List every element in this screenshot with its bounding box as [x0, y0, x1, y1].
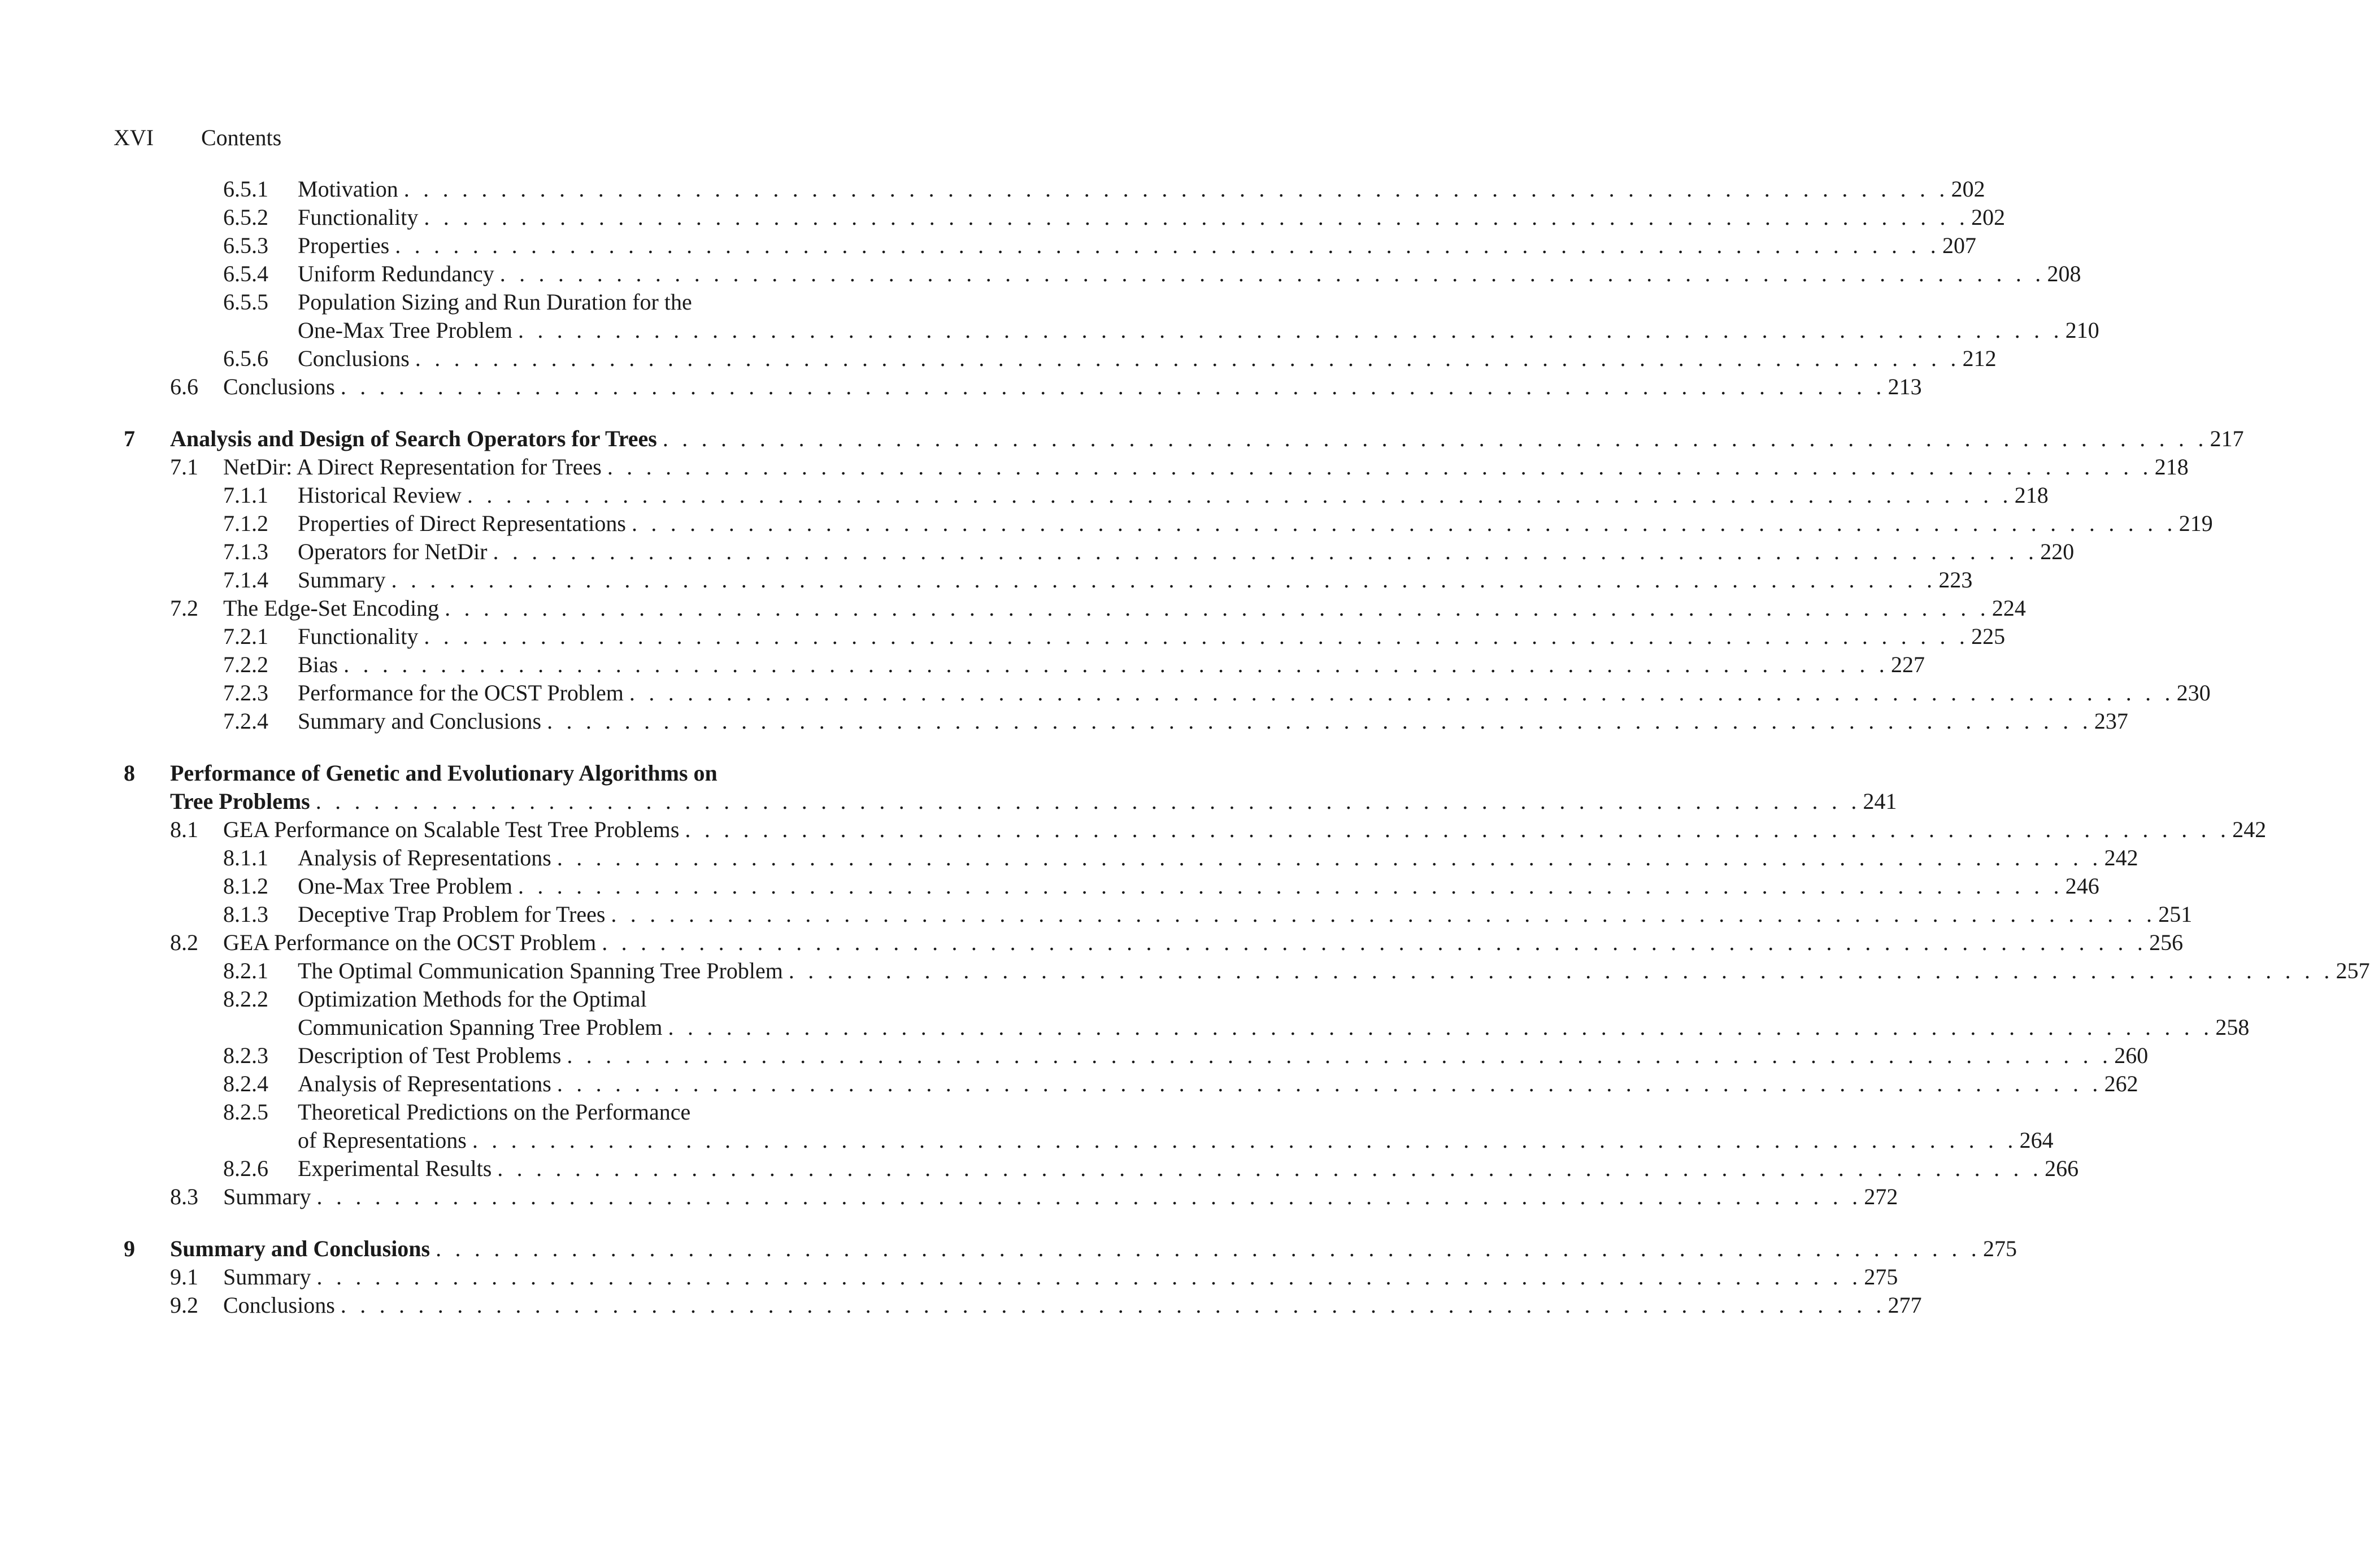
toc-dot-leader: . . . . . . . . . . . . . . . . . . . . . . . . . . . . . . . . . . . . . . . . . . . . . . . . . . . . . . . . . . . . . . . . . . . . . . . . . . . . . . . . [547, 708, 2092, 734]
toc-subsection-entry[interactable] [114, 203, 2006, 232]
toc-page-number: 277 [1888, 1292, 1922, 1318]
toc-dot-leader: . . . . . . . . . . . . . . . . . . . . . . . . . . . . . . . . . . . . . . . . . . . . . . . . . . . . . . . . . . . . . . . . . . . . . . . . . . . . . . . . [340, 1292, 1886, 1318]
toc-subsection-entry[interactable] [114, 900, 2193, 929]
toc-dot-leader: . . . . . . . . . . . . . . . . . . . . . . . . . . . . . . . . . . . . . . . . . . . . . . . . . . . . . . . . . . . . . . . . . . . . . . . . . . . . . . . . [493, 539, 2038, 564]
toc-entry-number: 6.5.3 [223, 233, 268, 258]
toc-entry-number: 7.2 [170, 595, 198, 621]
toc-page-number: 256 [2149, 930, 2184, 955]
toc-entry-number: 6.5.6 [223, 346, 268, 371]
toc-dot-leader: . . . . . . . . . . . . . . . . . . . . . . . . . . . . . . . . . . . . . . . . . . . . . . . . . . . . . . . . . . . . . . . . . . . . . . . . . . . . . . . . [316, 1264, 1862, 1290]
toc-page-number: 272 [1864, 1184, 1898, 1209]
toc-entry-title: Conclusions [298, 346, 410, 371]
toc-page-number: 257 [2336, 958, 2370, 983]
toc-section-entry[interactable] [114, 453, 2189, 481]
toc-page-number: 242 [2104, 845, 2138, 870]
toc-dot-leader: . . . . . . . . . . . . . . . . . . . . . . . . . . . . . . . . . . . . . . . . . . . . . . . . . . . . . . . . . . . . . . . . . . . . . . . . . . . . . . . . [424, 624, 1969, 649]
toc-entry-title: Summary and Conclusions [298, 708, 542, 734]
toc-section-entry[interactable] [114, 1183, 1898, 1211]
toc-entry-title: Analysis of Representations [298, 845, 551, 870]
toc-dot-leader: . . . . . . . . . . . . . . . . . . . . . . . . . . . . . . . . . . . . . . . . . . . . . . . . . . . . . . . . . . . . . . . . . . . . . . . . . . . . . . . . [315, 789, 1861, 814]
toc-subsection-entry[interactable] [114, 175, 1985, 203]
toc-entry-number: 7.2.2 [223, 652, 268, 677]
toc-dot-leader: . . . . . . . . . . . . . . . . . . . . . . . . . . . . . . . . . . . . . . . . . . . . . . . . . . . . . . . . . . . . . . . . . . . . . . . . . . . . . . . . [629, 680, 2175, 705]
toc-subsection-entry[interactable] [114, 1013, 2250, 1042]
toc-page-number: 210 [2065, 317, 2099, 343]
toc-dot-leader: . . . . . . . . . . . . . . . . . . . . . . . . . . . . . . . . . . . . . . . . . . . . . . . . . . . . . . . . . . . . . . . . . . . . . . . . . . . . . . . . [556, 1071, 2102, 1096]
toc-dot-leader: . . . . . . . . . . . . . . . . . . . . . . . . . . . . . . . . . . . . . . . . . . . . . . . . . . . . . . . . . . . . . . . . . . . . . . . . . . . . . . . . [316, 1184, 1862, 1209]
toc-page-number: 227 [1890, 652, 1925, 677]
toc-dot-leader: . . . . . . . . . . . . . . . . . . . . . . . . . . . . . . . . . . . . . . . . . . . . . . . . . . . . . . . . . . . . . . . . . . . . . . . . . . . . . . . . [395, 233, 1940, 258]
toc-dot-leader: . . . . . . . . . . . . . . . . . . . . . . . . . . . . . . . . . . . . . . . . . . . . . . . . . . . . . . . . . . . . . . . . . . . . . . . . . . . . . . . . [631, 511, 2177, 536]
toc-subsection-entry[interactable] [114, 566, 1973, 594]
toc-entry-number: 8.2 [170, 930, 198, 955]
toc-page-number: 217 [2210, 426, 2244, 451]
toc-subsection-entry[interactable] [114, 316, 2099, 345]
toc-page-number: 202 [1951, 176, 1985, 202]
toc-dot-leader: . . . . . . . . . . . . . . . . . . . . . . . . . . . . . . . . . . . . . . . . . . . . . . . . . . . . . . . . . . . . . . . . . . . . . . . . . . . . . . . . [340, 374, 1886, 399]
toc-entry-title: Motivation [298, 176, 398, 202]
toc-entry-title: Historical Review [298, 482, 462, 508]
toc-dot-leader: . . . . . . . . . . . . . . . . . . . . . . . . . . . . . . . . . . . . . . . . . . . . . . . . . . . . . . . . . . . . . . . . . . . . . . . . . . . . . . . . [467, 482, 2012, 508]
toc-entry-number: 7.2.4 [223, 708, 268, 734]
table-of-contents [114, 175, 2370, 1319]
toc-section-entry[interactable] [114, 1291, 1922, 1319]
toc-entry-number: 8.3 [170, 1184, 198, 1209]
toc-dot-leader: . . . . . . . . . . . . . . . . . . . . . . . . . . . . . . . . . . . . . . . . . . . . . . . . . . . . . . . . . . . . . . . . . . . . . . . . . . . . . . . . [424, 204, 1969, 230]
toc-subsection-entry[interactable] [114, 985, 921, 1013]
toc-entry-number: 7.1.1 [223, 482, 268, 508]
toc-dot-leader: . . . . . . . . . . . . . . . . . . . . . . . . . . . . . . . . . . . . . . . . . . . . . . . . . . . . . . . . . . . . . . . . . . . . . . . . . . . . . . . . [607, 454, 2152, 480]
toc-entry-title: Analysis of Representations [298, 1071, 551, 1096]
running-title: Contents [201, 125, 282, 150]
toc-page-number: 213 [1888, 374, 1922, 399]
toc-page-number: 220 [2040, 539, 2075, 564]
toc-entry-number: 8.1 [170, 817, 198, 842]
toc-subsection-entry[interactable] [114, 1098, 921, 1126]
toc-subsection-entry[interactable] [114, 509, 2213, 538]
toc-page-number: 208 [2047, 261, 2081, 286]
toc-entry-number: 9 [124, 1236, 135, 1261]
toc-dot-leader: . . . . . . . . . . . . . . . . . . . . . . . . . . . . . . . . . . . . . . . . . . . . . . . . . . . . . . . . . . . . . . . . . . . . . . . . . . . . . . . . [472, 1127, 2017, 1153]
page-folio: XVI [114, 125, 154, 150]
toc-subsection-entry[interactable] [114, 1042, 2149, 1070]
toc-entry-title: Conclusions [223, 1292, 335, 1318]
toc-chapter-entry[interactable] [114, 759, 921, 787]
toc-entry-title: One-Max Tree Problem [298, 317, 512, 343]
toc-entry-number: 6.5.4 [223, 261, 268, 286]
toc-entry-title: The Optimal Communication Spanning Tree Problem [298, 958, 783, 983]
toc-entry-title: The Edge-Set Encoding [223, 595, 440, 621]
toc-entry-number: 6.6 [170, 374, 198, 399]
toc-dot-leader: . . . . . . . . . . . . . . . . . . . . . . . . . . . . . . . . . . . . . . . . . . . . . . . . . . . . . . . . . . . . . . . . . . . . . . . . . . . . . . . . [391, 567, 1937, 593]
toc-entry-title: One-Max Tree Problem [298, 873, 512, 899]
toc-subsection-entry[interactable] [114, 1126, 2054, 1155]
toc-entry-title: Theoretical Predictions on the Performance [298, 1099, 691, 1125]
toc-entry-number: 7.1 [170, 454, 198, 480]
toc-dot-leader: . . . . . . . . . . . . . . . . . . . . . . . . . . . . . . . . . . . . . . . . . . . . . . . . . . . . . . . . . . . . . . . . . . . . . . . . . . . . . . . . [602, 930, 2147, 955]
toc-page-number: 225 [1971, 624, 2006, 649]
toc-dot-leader: . . . . . . . . . . . . . . . . . . . . . . . . . . . . . . . . . . . . . . . . . . . . . . . . . . . . . . . . . . . . . . . . . . . . . . . . . . . . . . . . [662, 426, 2208, 451]
toc-subsection-entry[interactable] [114, 1155, 2079, 1183]
toc-page-number: 242 [2232, 817, 2267, 842]
toc-entry-number: 7.1.4 [223, 567, 268, 593]
toc-entry-title: Tree Problems [170, 789, 310, 814]
toc-page-number: 266 [2045, 1156, 2079, 1181]
toc-entry-title: Performance of Genetic and Evolutionary Algorithms on [170, 760, 717, 786]
toc-entry-number: 7.1.3 [223, 539, 268, 564]
toc-page-number: 260 [2114, 1043, 2149, 1068]
toc-entry-title: Analysis and Design of Search Operators for Trees [170, 426, 657, 451]
toc-subsection-entry[interactable] [114, 679, 2211, 707]
toc-entry-number: 8 [124, 760, 135, 786]
toc-entry-title: Description of Test Problems [298, 1043, 562, 1068]
toc-entry-title: Summary [223, 1184, 311, 1209]
toc-page-number: 224 [1991, 595, 2026, 621]
toc-entry-title: Properties [298, 233, 390, 258]
toc-dot-leader: . . . . . . . . . . . . . . . . . . . . . . . . . . . . . . . . . . . . . . . . . . . . . . . . . . . . . . . . . . . . . . . . . . . . . . . . . . . . . . . . [445, 595, 1990, 621]
toc-entry-title: Operators for NetDir [298, 539, 488, 564]
toc-entry-title: NetDir: A Direct Representation for Trees [223, 454, 602, 480]
toc-entry-number: 7 [124, 426, 135, 451]
toc-subsection-entry[interactable] [114, 538, 2075, 566]
toc-section-entry[interactable] [114, 929, 2184, 957]
toc-subsection-entry[interactable] [114, 622, 2006, 651]
toc-dot-leader: . . . . . . . . . . . . . . . . . . . . . . . . . . . . . . . . . . . . . . . . . . . . . . . . . . . . . . . . . . . . . . . . . . . . . . . . . . . . . . . . [556, 845, 2102, 870]
toc-dot-leader: . . . . . . . . . . . . . . . . . . . . . . . . . . . . . . . . . . . . . . . . . . . . . . . . . . . . . . . . . . . . . . . . . . . . . . . . . . . . . . . . [518, 873, 2063, 899]
toc-dot-leader: . . . . . . . . . . . . . . . . . . . . . . . . . . . . . . . . . . . . . . . . . . . . . . . . . . . . . . . . . . . . . . . . . . . . . . . . . . . . . . . . [497, 1156, 2043, 1181]
toc-section-entry[interactable] [114, 594, 2026, 622]
toc-entry-title: Uniform Redundancy [298, 261, 494, 286]
toc-page-number: 262 [2104, 1071, 2138, 1096]
toc-entry-title: Properties of Direct Representations [298, 511, 626, 536]
toc-page-number: 218 [2154, 454, 2189, 480]
toc-section-entry[interactable] [114, 1263, 1898, 1291]
toc-page-number: 275 [1982, 1236, 2017, 1261]
toc-entry-number: 7.2.3 [223, 680, 268, 705]
toc-page-number: 207 [1942, 233, 1976, 258]
toc-subsection-entry[interactable] [114, 844, 2138, 872]
toc-entry-number: 8.2.1 [223, 958, 268, 983]
toc-subsection-entry[interactable] [114, 481, 2049, 509]
toc-entry-number: 8.2.4 [223, 1071, 268, 1096]
toc-entry-number: 6.5.1 [223, 176, 268, 202]
toc-entry-title: Functionality [298, 624, 419, 649]
toc-subsection-entry[interactable] [114, 288, 921, 316]
toc-subsection-entry[interactable] [114, 260, 2081, 288]
toc-entry-title: GEA Performance on the OCST Problem [223, 930, 597, 955]
toc-entry-title: Functionality [298, 204, 419, 230]
toc-entry-number: 9.1 [170, 1264, 198, 1290]
toc-subsection-entry[interactable] [114, 707, 2128, 735]
toc-entry-number: 6.5.5 [223, 289, 268, 315]
toc-dot-leader: . . . . . . . . . . . . . . . . . . . . . . . . . . . . . . . . . . . . . . . . . . . . . . . . . . . . . . . . . . . . . . . . . . . . . . . . . . . . . . . . [685, 817, 2230, 842]
toc-dot-leader: . . . . . . . . . . . . . . . . . . . . . . . . . . . . . . . . . . . . . . . . . . . . . . . . . . . . . . . . . . . . . . . . . . . . . . . . . . . . . . . . [668, 1014, 2214, 1040]
toc-page-number: 212 [1962, 346, 1997, 371]
toc-entry-title: Summary [223, 1264, 311, 1290]
toc-page-number: 264 [2019, 1127, 2054, 1153]
toc-subsection-entry[interactable] [114, 957, 2370, 985]
toc-entry-title: Bias [298, 652, 338, 677]
toc-entry-title: GEA Performance on Scalable Test Tree Problems [223, 817, 680, 842]
toc-entry-number: 7.1.2 [223, 511, 268, 536]
toc-dot-leader: . . . . . . . . . . . . . . . . . . . . . . . . . . . . . . . . . . . . . . . . . . . . . . . . . . . . . . . . . . . . . . . . . . . . . . . . . . . . . . . . [499, 261, 2045, 286]
toc-page-number: 219 [2178, 511, 2213, 536]
toc-chapter-entry[interactable] [114, 425, 2244, 453]
toc-dot-leader: . . . . . . . . . . . . . . . . . . . . . . . . . . . . . . . . . . . . . . . . . . . . . . . . . . . . . . . . . . . . . . . . . . . . . . . . . . . . . . . . [343, 652, 1889, 677]
toc-dot-leader: . . . . . . . . . . . . . . . . . . . . . . . . . . . . . . . . . . . . . . . . . . . . . . . . . . . . . . . . . . . . . . . . . . . . . . . . . . . . . . . . [518, 317, 2063, 343]
toc-entry-number: 8.2.3 [223, 1043, 268, 1068]
toc-entry-number: 8.2.2 [223, 986, 268, 1012]
toc-entry-title: Conclusions [223, 374, 335, 399]
toc-subsection-entry[interactable] [114, 651, 1925, 679]
toc-page-number: 230 [2176, 680, 2211, 705]
toc-dot-leader: . . . . . . . . . . . . . . . . . . . . . . . . . . . . . . . . . . . . . . . . . . . . . . . . . . . . . . . . . . . . . . . . . . . . . . . . . . . . . . . . [436, 1236, 1981, 1261]
toc-entry-title: Performance for the OCST Problem [298, 680, 624, 705]
toc-subsection-entry[interactable] [114, 345, 1997, 373]
toc-entry-number: 8.1.3 [223, 901, 268, 927]
toc-entry-number: 8.2.5 [223, 1099, 268, 1125]
toc-entry-number: 7.2.1 [223, 624, 268, 649]
toc-page-number: 237 [2094, 708, 2128, 734]
toc-dot-leader: . . . . . . . . . . . . . . . . . . . . . . . . . . . . . . . . . . . . . . . . . . . . . . . . . . . . . . . . . . . . . . . . . . . . . . . . . . . . . . . . [415, 346, 1960, 371]
toc-dot-leader: . . . . . . . . . . . . . . . . . . . . . . . . . . . . . . . . . . . . . . . . . . . . . . . . . . . . . . . . . . . . . . . . . . . . . . . . . . . . . . . . [567, 1043, 2112, 1068]
toc-entry-title: Deceptive Trap Problem for Trees [298, 901, 606, 927]
toc-page-number: 218 [2014, 482, 2049, 508]
toc-page-number: 223 [1938, 567, 1973, 593]
toc-entry-title: Summary and Conclusions [170, 1236, 430, 1261]
toc-entry-title: Optimization Methods for the Optimal [298, 986, 647, 1012]
toc-entry-number: 8.1.1 [223, 845, 268, 870]
toc-entry-title: Population Sizing and Run Duration for the [298, 289, 692, 315]
toc-dot-leader: . . . . . . . . . . . . . . . . . . . . . . . . . . . . . . . . . . . . . . . . . . . . . . . . . . . . . . . . . . . . . . . . . . . . . . . . . . . . . . . . [788, 958, 2334, 983]
running-header [114, 121, 281, 155]
toc-entry-number: 8.2.6 [223, 1156, 268, 1181]
toc-subsection-entry[interactable] [114, 232, 1976, 260]
toc-dot-leader: . . . . . . . . . . . . . . . . . . . . . . . . . . . . . . . . . . . . . . . . . . . . . . . . . . . . . . . . . . . . . . . . . . . . . . . . . . . . . . . . [403, 176, 1949, 202]
toc-section-entry[interactable] [114, 373, 1922, 401]
toc-chapter-entry[interactable] [114, 1235, 2017, 1263]
toc-entry-title: Communication Spanning Tree Problem [298, 1014, 663, 1040]
toc-section-entry[interactable] [114, 816, 2267, 844]
toc-entry-title: of Representations [298, 1127, 467, 1153]
toc-page-number: 246 [2065, 873, 2099, 899]
toc-page-number: 275 [1864, 1264, 1898, 1290]
toc-dot-leader: . . . . . . . . . . . . . . . . . . . . . . . . . . . . . . . . . . . . . . . . . . . . . . . . . . . . . . . . . . . . . . . . . . . . . . . . . . . . . . . . [611, 901, 2156, 927]
toc-subsection-entry[interactable] [114, 872, 2099, 900]
toc-entry-title: Experimental Results [298, 1156, 492, 1181]
toc-page-number: 258 [2215, 1014, 2250, 1040]
toc-page-number: 202 [1971, 204, 2006, 230]
toc-entry-number: 6.5.2 [223, 204, 268, 230]
toc-subsection-entry[interactable] [114, 1070, 2138, 1098]
toc-entry-number: 9.2 [170, 1292, 198, 1318]
toc-page-number: 241 [1863, 789, 1897, 814]
toc-chapter-entry[interactable] [114, 787, 1897, 816]
toc-entry-title: Summary [298, 567, 386, 593]
toc-page-number: 251 [2158, 901, 2193, 927]
toc-entry-number: 8.1.2 [223, 873, 268, 899]
